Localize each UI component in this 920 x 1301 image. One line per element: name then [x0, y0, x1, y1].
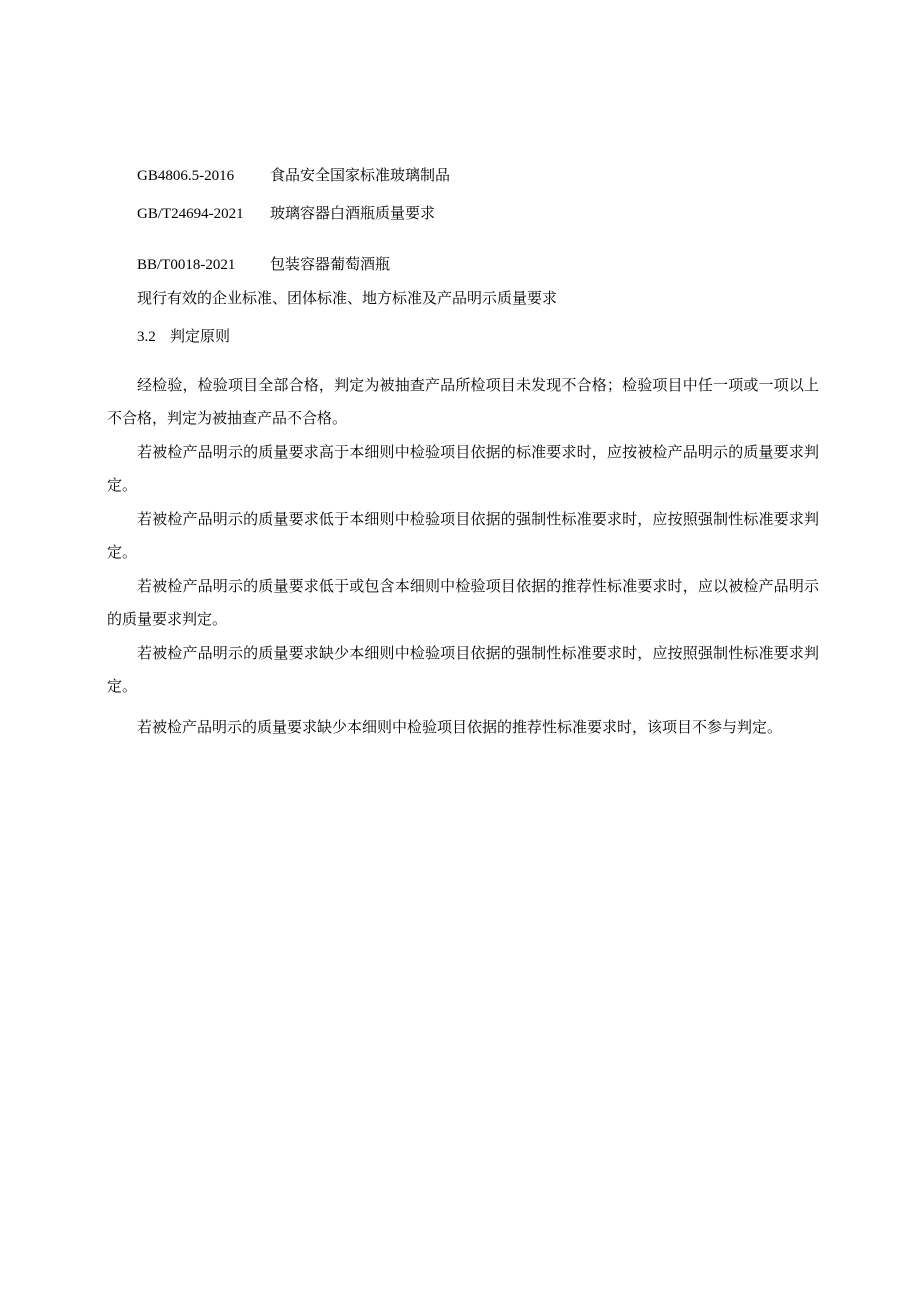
standard-code: BB/T0018-2021	[137, 257, 236, 273]
judgment-paragraph: 若被检产品明示的质量要求缺少本细则中检验项目依据的强制性标准要求时，应按照强制性标准要求判定。	[107, 644, 819, 695]
standards-note: 现行有效的企业标准、团体标准、地方标准及产品明示质量要求	[137, 289, 558, 307]
standard-code: GB/T24694-2021	[137, 206, 244, 222]
standard-name: 食品安全国家标准玻璃制品	[270, 166, 451, 184]
standard-row	[137, 202, 435, 224]
section-number: 3.2	[137, 329, 156, 345]
judgment-paragraph: 若被检产品明示的质量要求低于本细则中检验项目依据的强制性标准要求时，应按照强制性标准要求判定。	[107, 510, 819, 561]
judgment-paragraph: 经检验，检验项目全部合格，判定为被抽查产品所检项目未发现不合格；检验项目中任一项或一项以上不合格，判定为被抽查产品不合格。	[107, 376, 819, 427]
section-title: 判定原则	[170, 327, 231, 345]
standard-code: GB4806.5-2016	[137, 168, 235, 184]
judgment-paragraph: 若被检产品明示的质量要求缺少本细则中检验项目依据的推荐性标准要求时，该项目不参与判定。	[137, 718, 783, 736]
standard-name: 玻璃容器白酒瓶质量要求	[270, 204, 436, 222]
standard-row	[137, 253, 390, 275]
section-heading	[137, 325, 230, 347]
standard-row	[137, 164, 450, 186]
judgment-paragraph: 若被检产品明示的质量要求低于或包含本细则中检验项目依据的推荐性标准要求时，应以被检产品明示的质量要求判定。	[107, 577, 819, 628]
judgment-paragraph: 若被检产品明示的质量要求高于本细则中检验项目依据的标准要求时，应按被检产品明示的质量要求判定。	[107, 443, 819, 494]
standard-name: 包装容器葡萄酒瓶	[270, 255, 391, 273]
